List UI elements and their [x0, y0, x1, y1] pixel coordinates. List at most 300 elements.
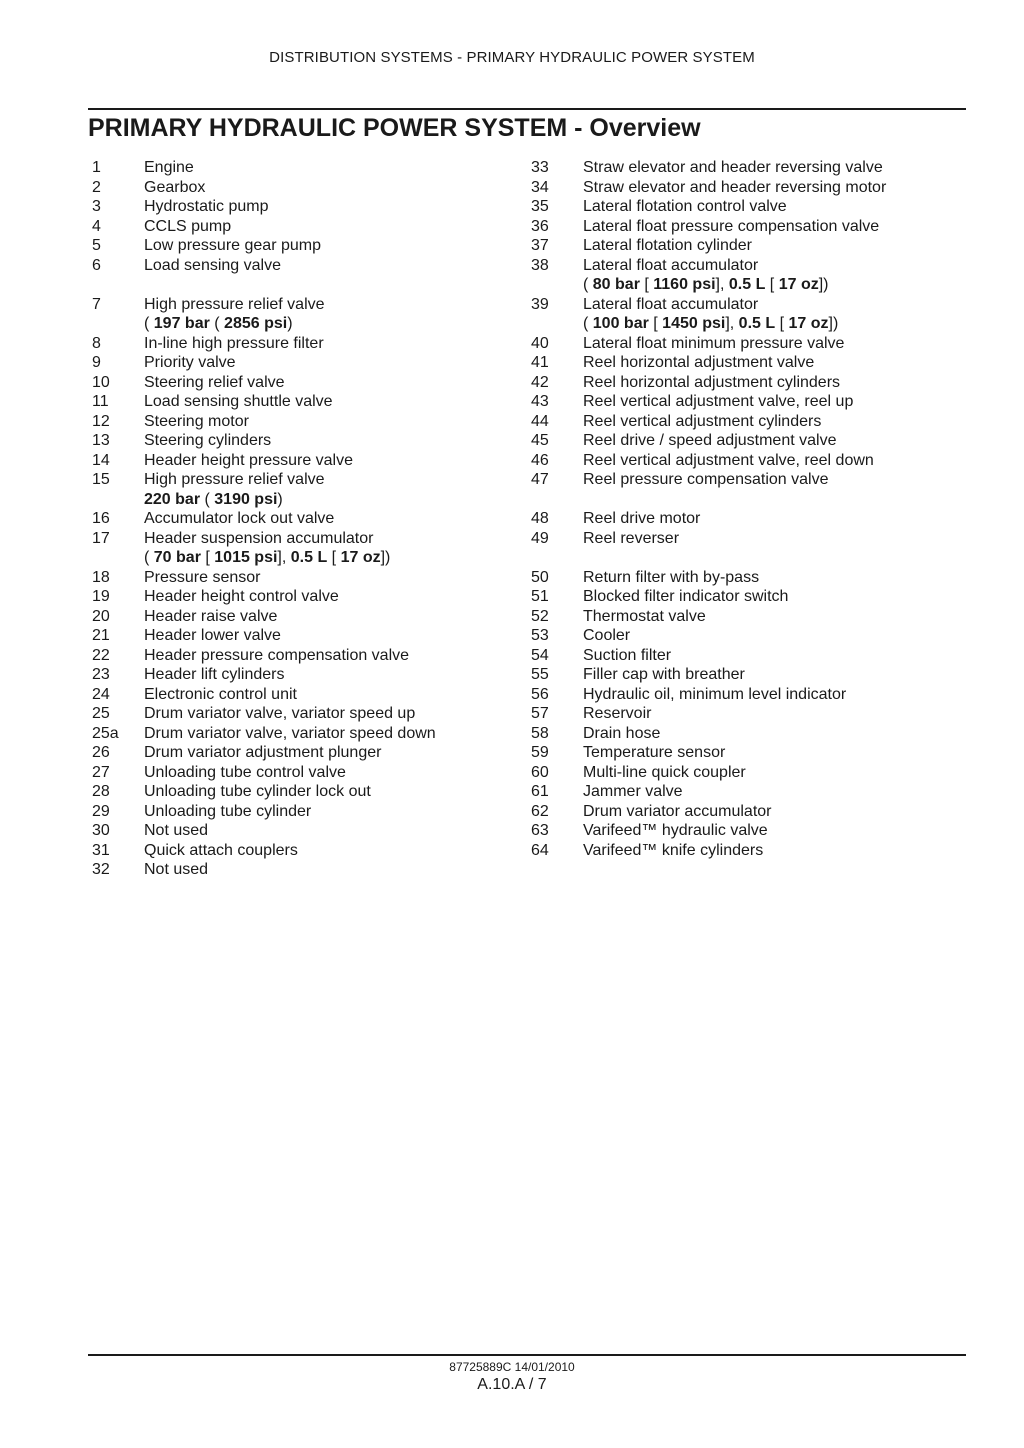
- legend-item-number: 34: [531, 178, 549, 196]
- legend-item: [92, 646, 512, 666]
- legend-item-body: [583, 626, 951, 646]
- legend-item-body: [583, 373, 951, 393]
- spec-value: 70 bar: [153, 549, 201, 566]
- legend-item-number: 40: [531, 334, 549, 352]
- legend-item: [92, 587, 512, 607]
- legend-item: [531, 529, 951, 549]
- spec-value: 0.5 L: [738, 315, 776, 332]
- legend-item: [92, 802, 512, 822]
- legend-item-body: [583, 529, 951, 549]
- spec-value: 17 oz: [340, 549, 381, 566]
- legend-item-number: 13: [92, 432, 110, 449]
- spec-punctuation: ]): [818, 276, 829, 293]
- legend-item-label: Gearbox: [144, 178, 206, 196]
- legend-item: [531, 782, 951, 802]
- legend-item-number: 63: [531, 822, 549, 839]
- legend-item-body: [144, 373, 512, 393]
- legend-item-label: Header height pressure valve: [144, 451, 354, 469]
- legend-item-body: [583, 256, 951, 295]
- spec-value: 0.5 L: [728, 276, 766, 293]
- legend-item-label: CCLS pump: [144, 217, 232, 235]
- spec-punctuation: (: [209, 315, 225, 332]
- legend-item-number: 64: [531, 841, 549, 859]
- legend-item-body: [144, 704, 512, 724]
- legend-item-body: [144, 529, 512, 568]
- spec-punctuation: ],: [277, 549, 291, 566]
- legend-item-label: Reel vertical adjustment cylinders: [583, 412, 822, 430]
- legend-item: [92, 724, 512, 744]
- legend-item-body: [583, 841, 951, 861]
- legend-item: [531, 217, 951, 237]
- legend-item-number: 37: [531, 237, 549, 254]
- legend-item-label: Reel vertical adjustment valve, reel down: [583, 451, 874, 469]
- legend-item-label: Drum variator accumulator: [583, 802, 772, 820]
- legend-item-number: 15: [92, 471, 110, 488]
- legend-item: [92, 431, 512, 451]
- legend-item-label: Hydrostatic pump: [144, 198, 269, 215]
- legend-item: [531, 626, 951, 646]
- page-title: PRIMARY HYDRAULIC POWER SYSTEM - Overview: [88, 114, 701, 142]
- legend-item-body: [144, 587, 512, 607]
- legend-item-number: 57: [531, 705, 549, 722]
- legend-item-body: [583, 392, 951, 412]
- legend-item-number: 9: [92, 354, 101, 371]
- legend-item: [92, 197, 512, 217]
- legend-item-label: Straw elevator and header reversing valve: [583, 159, 883, 176]
- legend-item-number: 7: [92, 295, 101, 313]
- legend-item-number: 61: [531, 783, 549, 800]
- legend-item-body: [144, 860, 512, 880]
- legend-item-body: [144, 782, 512, 802]
- legend-item-number: 62: [531, 802, 549, 820]
- legend-item-number: 35: [531, 198, 549, 215]
- legend-item-body: [583, 587, 951, 607]
- legend-item-number: 26: [92, 744, 110, 761]
- legend-item-number: 54: [531, 646, 549, 664]
- legend-item-spec: [583, 275, 951, 295]
- legend-item-body: [144, 646, 512, 666]
- legend-item-number: 53: [531, 627, 549, 644]
- legend-item-body: [583, 763, 951, 783]
- legend-item-body: [144, 158, 512, 178]
- legend-item: [92, 782, 512, 802]
- legend-item-label: Steering cylinders: [144, 432, 272, 449]
- header-rule: [88, 108, 966, 110]
- legend-item-label: Lateral float accumulator: [583, 295, 759, 313]
- legend-item-body: [583, 646, 951, 666]
- legend-item-label: Header lift cylinders: [144, 666, 285, 683]
- legend-item-label: Straw elevator and header reversing motor: [583, 178, 887, 196]
- legend-item-number: 47: [531, 471, 549, 488]
- legend-item-number: 2: [92, 178, 101, 196]
- legend-item-body: [144, 431, 512, 451]
- spec-punctuation: (: [583, 276, 593, 293]
- legend-item-label: Priority valve: [144, 354, 236, 371]
- legend-item-spec: [144, 548, 512, 568]
- legend-item-label: Drain hose: [583, 724, 661, 742]
- spec-punctuation: ],: [715, 276, 729, 293]
- legend-item-label: In-line high pressure filter: [144, 334, 324, 352]
- legend-item: [92, 529, 512, 568]
- legend-item-number: 3: [92, 198, 101, 215]
- legend-item: [531, 841, 951, 861]
- legend-item-label: Not used: [144, 822, 209, 839]
- legend-item-label: Reel horizontal adjustment valve: [583, 354, 815, 371]
- legend-item-label: Not used: [144, 861, 209, 878]
- legend-item: [92, 509, 512, 529]
- legend-item: [531, 568, 951, 588]
- legend-item: [92, 568, 512, 588]
- legend-item: [531, 353, 951, 373]
- legend-item: [531, 392, 951, 412]
- legend-item-number: 49: [531, 529, 549, 547]
- legend-item: [92, 704, 512, 724]
- legend-item-number: 1: [92, 159, 101, 176]
- legend-item: [531, 587, 951, 607]
- legend-item-spec: [144, 314, 512, 334]
- legend-item-number: 44: [531, 412, 549, 430]
- legend-item-label: Reel drive motor: [583, 510, 701, 527]
- legend-item: [92, 607, 512, 627]
- legend-item: [92, 412, 512, 432]
- legend-item-number: 39: [531, 295, 549, 313]
- legend-item-number: 48: [531, 510, 549, 527]
- legend-item-label: High pressure relief valve: [144, 295, 325, 313]
- legend-item: [531, 451, 951, 471]
- legend-item-number: 16: [92, 510, 110, 527]
- legend-item: [531, 802, 951, 822]
- legend-item-number: 21: [92, 627, 110, 644]
- legend-item-label: Filler cap with breather: [583, 666, 745, 683]
- legend-item-number: 42: [531, 373, 549, 391]
- legend-item: [531, 256, 951, 295]
- legend-item-label: Steering relief valve: [144, 373, 285, 391]
- legend-item-number: 27: [92, 763, 110, 781]
- spec-punctuation: ]): [828, 315, 839, 332]
- legend-item: [531, 821, 951, 841]
- legend-item-label: Hydraulic oil, minimum level indicator: [583, 685, 847, 703]
- legend-item-number: 45: [531, 432, 549, 449]
- legend-item-body: [144, 197, 512, 217]
- legend-item-label: Reservoir: [583, 705, 652, 722]
- legend-item-body: [144, 334, 512, 354]
- legend-item: [92, 665, 512, 685]
- legend-item-label: Lateral flotation cylinder: [583, 237, 752, 254]
- spec-punctuation: [: [765, 276, 779, 293]
- legend-item-label: Lateral float minimum pressure valve: [583, 334, 845, 352]
- legend-item-label: Lateral float pressure compensation valve: [583, 217, 880, 235]
- legend-item-label: Lateral flotation control valve: [583, 198, 787, 215]
- spec-value: 197 bar: [153, 315, 210, 332]
- legend-item: [92, 178, 512, 198]
- footer-page-number: A.10.A / 7: [477, 1376, 547, 1393]
- legend-item-number: 12: [92, 412, 110, 430]
- spec-value: 3190 psi: [214, 490, 278, 508]
- legend-item-spec: [144, 490, 512, 510]
- legend-item-body: [583, 217, 951, 237]
- legend-item: [531, 334, 951, 354]
- legend-item-label: Header pressure compensation valve: [144, 646, 410, 664]
- legend-item-number: 56: [531, 685, 549, 703]
- legend-item-number: 10: [92, 373, 110, 391]
- spec-punctuation: [: [775, 315, 789, 332]
- legend-item: [531, 178, 951, 198]
- legend-item-spec: [583, 314, 951, 334]
- legend-item-body: [583, 197, 951, 217]
- legend-item-body: [583, 568, 951, 588]
- legend-item-body: [144, 665, 512, 685]
- legend-item: [531, 665, 951, 685]
- legend-item: [531, 743, 951, 763]
- legend-item-label: Unloading tube cylinder lock out: [144, 783, 371, 800]
- spec-punctuation: [: [639, 276, 654, 293]
- legend-item-body: [144, 392, 512, 412]
- legend-item-label: Thermostat valve: [583, 607, 706, 625]
- legend-item: [531, 470, 951, 490]
- legend-item-body: [583, 158, 951, 178]
- legend-item: [92, 451, 512, 471]
- legend-item-label: Return filter with by-pass: [583, 568, 760, 586]
- legend-item: [531, 412, 951, 432]
- legend-item-number: 55: [531, 666, 549, 683]
- legend-item-body: [583, 743, 951, 763]
- legend-item-body: [144, 802, 512, 822]
- legend-item: [92, 685, 512, 705]
- legend-item-label: Drum variator valve, variator speed up: [144, 705, 416, 722]
- legend-item-body: [583, 509, 951, 529]
- legend-item-label: Cooler: [583, 627, 631, 644]
- legend-item: [92, 821, 512, 841]
- legend-item: [92, 841, 512, 861]
- legend-item-body: [144, 470, 512, 509]
- spec-punctuation: (: [583, 315, 593, 332]
- legend-item-body: [144, 626, 512, 646]
- legend-item-number: 6: [92, 256, 101, 274]
- spec-punctuation: [: [648, 315, 663, 332]
- legend-item-number: 14: [92, 451, 110, 469]
- legend-item-number: 36: [531, 217, 549, 235]
- legend-item-number: 30: [92, 822, 110, 839]
- spec-punctuation: ): [287, 315, 293, 332]
- legend-item-number: 32: [92, 861, 110, 878]
- legend-item-number: 60: [531, 763, 549, 781]
- legend-item: [531, 646, 951, 666]
- legend-item-number: 29: [92, 802, 110, 820]
- legend-item-number: 28: [92, 783, 110, 800]
- footer-rule: [88, 1354, 966, 1356]
- legend-item: [92, 295, 512, 334]
- legend-item-body: [144, 821, 512, 841]
- legend-item-label: Suction filter: [583, 646, 672, 664]
- legend-item: [92, 217, 512, 237]
- legend-item: [92, 373, 512, 393]
- spec-value: 0.5 L: [290, 549, 328, 566]
- legend-item-label: Temperature sensor: [583, 744, 726, 761]
- footer-doc-code: 87725889C 14/01/2010: [449, 1360, 575, 1374]
- legend-item-body: [583, 334, 951, 354]
- legend-item-label: Reel drive / speed adjustment valve: [583, 432, 837, 449]
- legend-item-body: [144, 841, 512, 861]
- legend-item-body: [583, 782, 951, 802]
- legend-column-left: [92, 158, 512, 880]
- legend-item-body: [144, 256, 512, 276]
- legend-item-body: [583, 236, 951, 256]
- legend-item: [531, 236, 951, 256]
- legend-item: [92, 470, 512, 509]
- legend-item: [531, 724, 951, 744]
- legend-item-label: Blocked filter indicator switch: [583, 588, 789, 605]
- legend-item-body: [144, 236, 512, 256]
- legend-item-body: [583, 607, 951, 627]
- legend-column-right: [531, 158, 951, 860]
- legend-item-label: Jammer valve: [583, 783, 683, 800]
- legend-item-body: [583, 412, 951, 432]
- legend-item-label: Multi-line quick coupler: [583, 763, 746, 781]
- legend-item-label: Quick attach couplers: [144, 841, 298, 859]
- legend-item: [92, 256, 512, 276]
- spec-value: 1015 psi: [214, 549, 278, 566]
- legend-item-number: 46: [531, 451, 549, 469]
- legend-item-body: [583, 295, 951, 334]
- legend-item: [92, 158, 512, 178]
- legend-item-number: 19: [92, 588, 110, 605]
- legend-item-body: [144, 353, 512, 373]
- legend-item-body: [144, 451, 512, 471]
- legend-item-body: [583, 665, 951, 685]
- legend-item-number: 38: [531, 256, 549, 274]
- legend-item-body: [583, 685, 951, 705]
- legend-item-number: 51: [531, 588, 549, 605]
- legend-item-label: Reel vertical adjustment valve, reel up: [583, 393, 854, 410]
- legend-item-label: Lateral float accumulator: [583, 256, 759, 274]
- legend-item-label: Low pressure gear pump: [144, 237, 321, 254]
- legend-item-body: [144, 217, 512, 237]
- legend-item-label: Reel pressure compensation valve: [583, 471, 829, 488]
- legend-item-number: 4: [92, 217, 101, 235]
- legend-item-number: 50: [531, 568, 549, 586]
- legend-item-number: 11: [92, 393, 109, 410]
- legend-item: [531, 158, 951, 178]
- legend-item: [92, 860, 512, 880]
- legend-item: [531, 509, 951, 529]
- legend-item-number: 43: [531, 393, 549, 410]
- legend-item: [92, 334, 512, 354]
- legend-item-number: 8: [92, 334, 101, 352]
- legend-item-label: Drum variator adjustment plunger: [144, 744, 382, 761]
- spec-value: 100 bar: [592, 315, 649, 332]
- legend-item-body: [583, 821, 951, 841]
- legend-item-body: [144, 607, 512, 627]
- legend-item-label: Steering motor: [144, 412, 249, 430]
- legend-item: [92, 763, 512, 783]
- spec-punctuation: ]): [380, 549, 391, 566]
- legend-item-label: Drum variator valve, variator speed down: [144, 724, 436, 742]
- spec-value: 2856 psi: [224, 315, 288, 332]
- legend-item-number: 24: [92, 685, 110, 703]
- legend-item-body: [583, 724, 951, 744]
- legend-item: [92, 626, 512, 646]
- legend-item-label: High pressure relief valve: [144, 471, 325, 488]
- legend-item: [531, 295, 951, 334]
- spec-value: 220 bar: [144, 490, 201, 508]
- legend-item-number: 58: [531, 724, 549, 742]
- legend-item: [531, 197, 951, 217]
- legend-item-body: [583, 704, 951, 724]
- legend-item-number: 33: [531, 159, 549, 176]
- spec-value: 1160 psi: [653, 276, 716, 293]
- spec-punctuation: [: [200, 549, 215, 566]
- spec-punctuation: ): [277, 490, 283, 508]
- spec-value: 17 oz: [778, 276, 819, 293]
- legend-item: [531, 607, 951, 627]
- legend-item: [531, 763, 951, 783]
- legend-item-number: 20: [92, 607, 110, 625]
- legend-item-label: Unloading tube control valve: [144, 763, 346, 781]
- legend-item-body: [583, 802, 951, 822]
- legend-item-label: Engine: [144, 159, 194, 176]
- spec-punctuation: (: [144, 549, 154, 566]
- legend-item-body: [583, 178, 951, 198]
- legend-item: [92, 743, 512, 763]
- legend-item-number: 18: [92, 568, 110, 586]
- legend-item: [531, 704, 951, 724]
- legend-item-body: [583, 451, 951, 471]
- spec-value: 17 oz: [788, 315, 829, 332]
- legend-item: [92, 353, 512, 373]
- legend-item-body: [144, 412, 512, 432]
- legend-item-label: Header height control valve: [144, 588, 339, 605]
- legend-item-label: Accumulator lock out valve: [144, 510, 335, 527]
- legend-item: [531, 685, 951, 705]
- legend-item-number: 25a: [92, 724, 119, 742]
- legend-item-body: [144, 724, 512, 744]
- legend-item-body: [144, 763, 512, 783]
- spec-punctuation: (: [200, 490, 215, 508]
- legend-item-label: Varifeed™ hydraulic valve: [583, 822, 768, 839]
- spec-value: 80 bar: [592, 276, 640, 293]
- running-header: DISTRIBUTION SYSTEMS - PRIMARY HYDRAULIC POWER SYSTEM: [269, 49, 755, 66]
- legend-item-number: 52: [531, 607, 549, 625]
- legend-item-number: 23: [92, 666, 110, 683]
- legend-item-body: [144, 568, 512, 588]
- legend-item-body: [583, 470, 951, 490]
- legend-item-label: Reel horizontal adjustment cylinders: [583, 373, 841, 391]
- legend-item-body: [144, 743, 512, 763]
- legend-item: [531, 431, 951, 451]
- legend-item-number: 25: [92, 705, 110, 722]
- legend-item-number: 41: [531, 354, 549, 371]
- legend-item-body: [144, 178, 512, 198]
- legend-item-body: [144, 509, 512, 529]
- legend-item: [92, 392, 512, 412]
- legend-item-body: [144, 685, 512, 705]
- legend-item-number: 17: [92, 529, 110, 547]
- spec-punctuation: [: [327, 549, 341, 566]
- spec-value: 1450 psi: [662, 315, 726, 332]
- legend-item-label: Load sensing valve: [144, 256, 281, 274]
- legend-item-body: [583, 353, 951, 373]
- legend-item-number: 31: [92, 841, 110, 859]
- legend-item-label: Reel reverser: [583, 529, 680, 547]
- legend-item-number: 22: [92, 646, 110, 664]
- legend-item-label: Unloading tube cylinder: [144, 802, 312, 820]
- legend-item-label: Header lower valve: [144, 627, 281, 644]
- legend-item-label: Electronic control unit: [144, 685, 297, 703]
- spec-punctuation: (: [144, 315, 154, 332]
- spec-punctuation: ],: [725, 315, 739, 332]
- legend-item-number: 59: [531, 744, 549, 761]
- legend-item-label: Header raise valve: [144, 607, 278, 625]
